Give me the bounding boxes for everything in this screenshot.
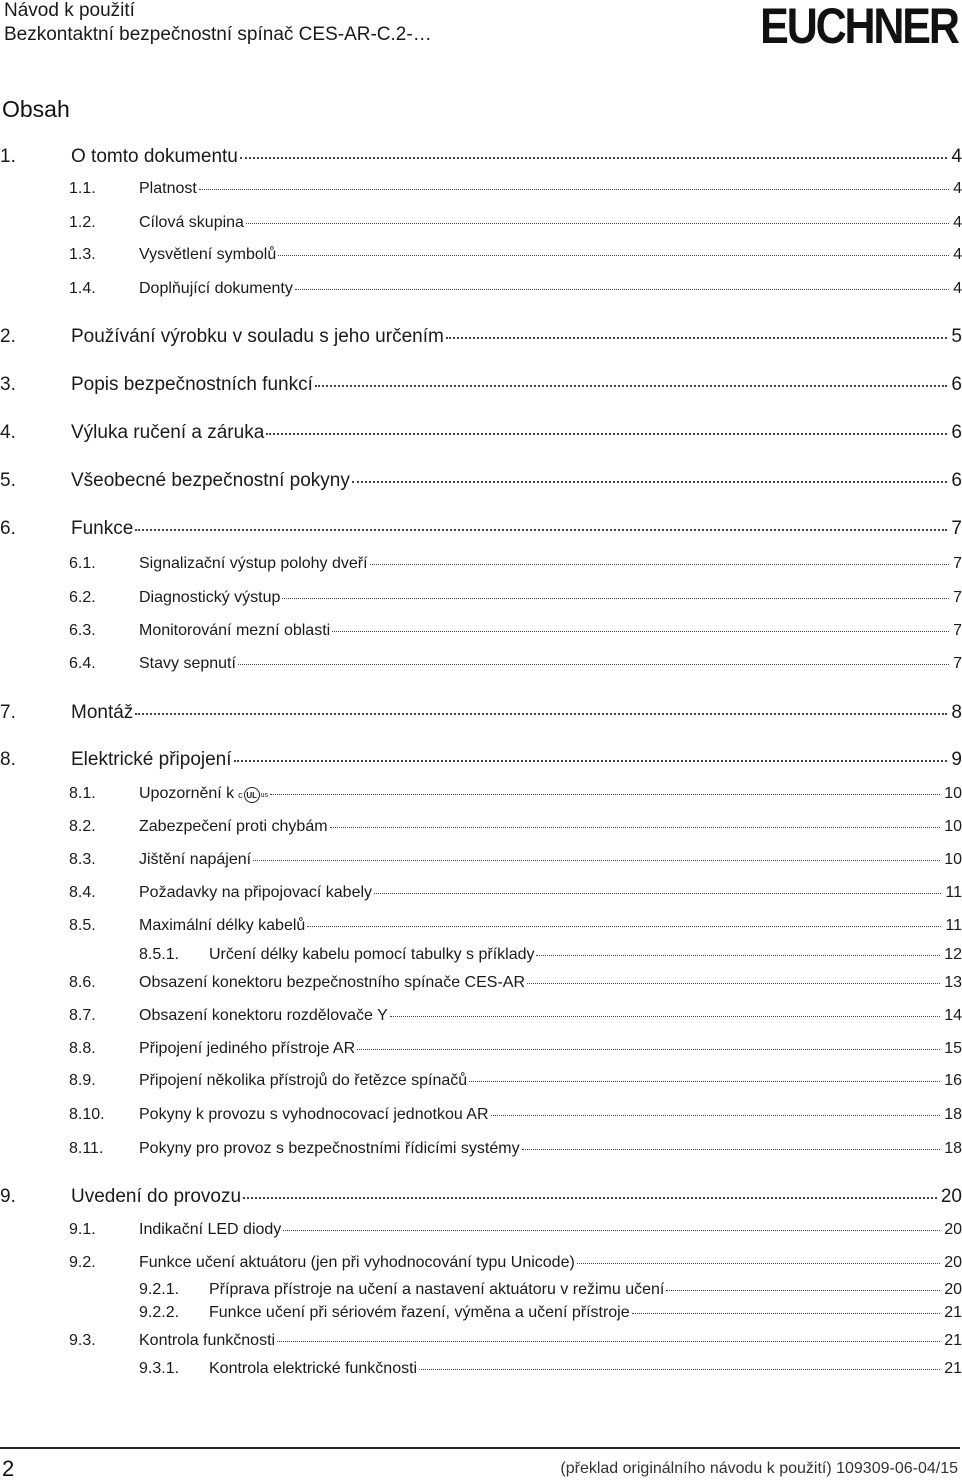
- toc-dot-leader: [135, 529, 947, 531]
- toc-entry-page: 4: [953, 214, 962, 231]
- toc-entry-number: 8.7.: [69, 1007, 96, 1024]
- toc-entry-number: 8.2.: [69, 818, 96, 835]
- toc-entry-page: 20: [944, 1254, 962, 1271]
- toc-entry-number: 8.3.: [69, 851, 96, 868]
- toc-entry-label: Zabezpečení proti chybám: [139, 818, 328, 835]
- toc-entry-label: Signalizační výstup polohy dveří: [139, 555, 368, 572]
- toc-entry-number: 2.: [0, 326, 16, 347]
- toc-entry[interactable]: [69, 1106, 962, 1132]
- toc-dot-leader: [666, 1290, 940, 1291]
- toc-entry-page: 20: [944, 1281, 962, 1298]
- toc-entry[interactable]: [69, 1140, 962, 1166]
- toc-entry[interactable]: [69, 589, 962, 615]
- cul-c-label: c: [238, 790, 243, 800]
- toc-entry-page: 9: [951, 749, 962, 770]
- toc-dot-leader: [330, 827, 941, 828]
- toc-entry[interactable]: [69, 974, 962, 1000]
- toc-entry-page: 20: [940, 1186, 962, 1207]
- toc-entry[interactable]: [69, 785, 962, 811]
- toc-entry-number: 9.3.: [69, 1332, 96, 1349]
- toc-entry-label: Obsazení konektoru rozdělovače Y: [139, 1007, 388, 1024]
- toc-entry-label: Doplňující dokumenty: [139, 280, 293, 297]
- toc-entry-page: 11: [945, 917, 962, 934]
- toc-entry-number: 1.2.: [69, 214, 96, 231]
- toc-entry[interactable]: [139, 946, 962, 972]
- toc-entry-label: Obsazení konektoru bezpečnostního spínače CES-AR: [139, 974, 525, 991]
- toc-entry[interactable]: [69, 1254, 962, 1280]
- toc-dot-leader: [315, 385, 948, 387]
- toc-entry-page: 18: [944, 1140, 962, 1157]
- toc-entry-page: 6: [951, 470, 962, 491]
- toc-title: Obsah: [2, 96, 70, 122]
- toc-dot-leader: [295, 289, 949, 290]
- toc-entry-page: 12: [944, 946, 962, 963]
- toc-entry-number: 9.: [0, 1186, 16, 1207]
- toc-dot-leader: [374, 893, 941, 894]
- toc-entry-number: 6.4.: [69, 655, 96, 672]
- toc-entry[interactable]: [0, 518, 962, 544]
- toc-entry-number: 1.4.: [69, 280, 96, 297]
- toc-entry-page: 7: [951, 518, 962, 539]
- toc-dot-leader: [370, 564, 950, 565]
- toc-entry-label: Stavy sepnutí: [139, 655, 236, 672]
- toc-dot-leader: [240, 157, 948, 159]
- toc-dot-leader: [234, 760, 948, 762]
- toc-entry[interactable]: [69, 555, 962, 581]
- toc-entry-number: 8.5.1.: [139, 946, 180, 963]
- toc-entry-number: 8.5.: [69, 917, 96, 934]
- toc-entry-number: 1.3.: [69, 246, 96, 263]
- toc-entry-page: 13: [944, 974, 962, 991]
- toc-entry-number: 8.11.: [69, 1140, 104, 1157]
- toc-entry-label: Cílová skupina: [139, 214, 244, 231]
- toc-dot-leader: [246, 223, 949, 224]
- toc-entry[interactable]: [139, 1360, 962, 1386]
- toc-dot-leader: [632, 1313, 941, 1314]
- toc-entry[interactable]: [0, 702, 962, 728]
- toc-dot-leader: [199, 189, 949, 190]
- toc-entry-page: 7: [953, 555, 962, 572]
- toc-entry-label: Připojení několika přístrojů do řetězce spínačů: [139, 1072, 468, 1089]
- toc-entry-label: Uvedení do provozu: [71, 1186, 242, 1207]
- toc-entry-number: 8.4.: [69, 884, 96, 901]
- toc-entry-number: 4.: [0, 422, 16, 443]
- toc-entry-page: 15: [944, 1040, 962, 1057]
- toc-entry[interactable]: [69, 622, 962, 648]
- toc-entry[interactable]: [69, 214, 962, 240]
- toc-entry-number: 5.: [0, 470, 16, 491]
- toc-dot-leader: [469, 1081, 940, 1082]
- toc-dot-leader: [283, 1230, 940, 1231]
- toc-entry[interactable]: [0, 374, 962, 400]
- toc-entry-label: Požadavky na připojovací kabely: [139, 884, 373, 901]
- footer-divider: [0, 1447, 960, 1449]
- toc-entry-page: 21: [944, 1304, 962, 1321]
- toc-entry-label: Montáž: [71, 702, 134, 723]
- toc-dot-leader: [278, 255, 949, 256]
- toc-dot-leader: [332, 631, 949, 632]
- toc-dot-leader: [390, 1016, 940, 1017]
- toc-entry-page: 6: [951, 422, 962, 443]
- toc-dot-leader: [270, 794, 940, 795]
- toc-dot-leader: [307, 926, 941, 927]
- toc-entry-page: 4: [953, 246, 962, 263]
- toc-entry-page: 20: [944, 1221, 962, 1238]
- toc-entry-label: Funkce učení při sériovém řazení, výměna a učení přístroje: [209, 1304, 630, 1321]
- toc-entry-label: Platnost: [139, 180, 197, 197]
- toc-entry-label: Funkce: [71, 518, 134, 539]
- toc-dot-leader: [491, 1115, 941, 1116]
- toc-dot-leader: [243, 1197, 937, 1199]
- toc-entry-number: 8.10.: [69, 1106, 105, 1123]
- toc-entry-number: 3.: [0, 374, 16, 395]
- toc-entry-label: Kontrola funkčnosti: [139, 1332, 276, 1349]
- toc-dot-leader: [253, 860, 940, 861]
- toc-entry-label: Upozornění k: [139, 785, 235, 802]
- toc-entry-page: 11: [945, 884, 962, 901]
- toc-entry[interactable]: [69, 180, 962, 206]
- toc-entry-number: 9.2.2.: [139, 1304, 180, 1321]
- toc-dot-leader: [277, 1341, 940, 1342]
- toc-entry-label: Používání výrobku v souladu s jeho určením: [71, 326, 444, 347]
- toc-entry-label: Elektrické připojení: [71, 749, 232, 770]
- toc-entry[interactable]: [69, 655, 962, 681]
- cul-us-label: us: [260, 791, 269, 799]
- document-subtitle: Bezkontaktní bezpečnostní spínač CES-AR-C.2-…: [4, 24, 432, 45]
- ul-circle-label: UL: [244, 787, 260, 803]
- toc-dot-leader: [527, 983, 940, 984]
- toc-dot-leader: [357, 1049, 940, 1050]
- toc-entry-number: 1.1.: [69, 180, 96, 197]
- toc-entry-page: 5: [951, 326, 962, 347]
- document-title: Návod k použití: [4, 0, 135, 21]
- footer-note: (překlad originálního návodu k použití) 109309-06-04/15: [560, 1460, 958, 1477]
- toc-entry-page: 16: [944, 1072, 962, 1089]
- toc-entry-label: Příprava přístroje na učení a nastavení aktuátoru v režimu učení: [209, 1281, 665, 1298]
- page-number: 2: [2, 1456, 15, 1481]
- toc-entry-number: 6.: [0, 518, 16, 539]
- toc-entry[interactable]: [0, 146, 962, 172]
- toc-entry-number: 8.: [0, 749, 16, 770]
- toc-entry-label: Výluka ručení a záruka: [71, 422, 265, 443]
- cul-us-certification-icon: [238, 787, 268, 803]
- toc-entry-page: 4: [951, 146, 962, 167]
- toc-entry[interactable]: [69, 1040, 962, 1066]
- toc-entry-page: 6: [951, 374, 962, 395]
- toc-entry-page: 7: [953, 622, 962, 639]
- toc-entry-number: 1.: [0, 146, 16, 167]
- toc-entry-page: 8: [951, 702, 962, 723]
- toc-entry[interactable]: [69, 1221, 962, 1247]
- toc-entry-label: Pokyny k provozu s vyhodnocovací jednotkou AR: [139, 1106, 489, 1123]
- toc-entry-page: 14: [944, 1007, 962, 1024]
- toc-entry-label: Vysvětlení symbolů: [139, 246, 277, 263]
- toc-entry[interactable]: [0, 470, 962, 496]
- toc-entry[interactable]: [139, 1304, 962, 1330]
- toc-entry-page: 10: [944, 851, 962, 868]
- toc-entry-number: 9.1.: [69, 1221, 96, 1238]
- toc-entry-number: 8.8.: [69, 1040, 96, 1057]
- toc-entry-label: Určení délky kabelu pomocí tabulky s příklady: [209, 946, 535, 963]
- toc-entry[interactable]: [69, 280, 962, 306]
- toc-dot-leader: [522, 1149, 941, 1150]
- toc-entry-number: 9.3.1.: [139, 1360, 180, 1377]
- toc-entry-label: Funkce učení aktuátoru (jen při vyhodnocování typu Unicode): [139, 1254, 575, 1271]
- toc-entry-number: 6.2.: [69, 589, 96, 606]
- toc-entry-page: 10: [944, 785, 962, 802]
- toc-entry[interactable]: [69, 246, 962, 272]
- page-header: [0, 0, 960, 60]
- toc-dot-leader: [135, 713, 947, 715]
- toc-entry-label: Diagnostický výstup: [139, 589, 281, 606]
- toc-entry-page: 7: [953, 589, 962, 606]
- toc-dot-leader: [352, 481, 948, 483]
- toc-entry[interactable]: [0, 1186, 962, 1212]
- toc-entry-page: 10: [944, 818, 962, 835]
- toc-entry[interactable]: [69, 851, 962, 877]
- toc-entry-label: Kontrola elektrické funkčnosti: [209, 1360, 418, 1377]
- toc-entry[interactable]: [69, 818, 962, 844]
- toc-dot-leader: [419, 1369, 940, 1370]
- toc-dot-leader: [577, 1263, 940, 1264]
- toc-entry-number: 9.2.1.: [139, 1281, 180, 1298]
- toc-entry[interactable]: [0, 749, 962, 775]
- toc-dot-leader: [446, 337, 948, 339]
- euchner-logo: EUCHNER: [760, 0, 958, 54]
- toc-entry-number: 7.: [0, 702, 16, 723]
- toc-entry-page: 4: [953, 180, 962, 197]
- toc-entry[interactable]: [69, 884, 962, 910]
- toc-entry-page: 21: [944, 1360, 962, 1377]
- toc-entry[interactable]: [69, 1007, 962, 1033]
- toc-entry[interactable]: [0, 422, 962, 448]
- toc-dot-leader: [536, 955, 940, 956]
- toc-dot-leader: [266, 433, 947, 435]
- toc-entry-label: Připojení jediného přístroje AR: [139, 1040, 356, 1057]
- toc-entry-label: Pokyny pro provoz s bezpečnostními řídicími systémy: [139, 1140, 520, 1157]
- toc-entry-page: 21: [944, 1332, 962, 1349]
- toc-entry[interactable]: [69, 917, 962, 943]
- toc-entry-number: 6.3.: [69, 622, 96, 639]
- toc-entry-number: 8.1.: [69, 785, 96, 802]
- toc-dot-leader: [238, 664, 949, 665]
- toc-entry-label: Všeobecné bezpečnostní pokyny: [71, 470, 350, 491]
- toc-entry-label: Maximální délky kabelů: [139, 917, 306, 934]
- toc-entry-number: 9.2.: [69, 1254, 96, 1271]
- toc-entry[interactable]: [69, 1332, 962, 1358]
- toc-entry-page: 4: [953, 280, 962, 297]
- toc-entry-page: 7: [953, 655, 962, 672]
- toc-entry-label: Jištění napájení: [139, 851, 252, 868]
- toc-entry-label: Monitorování mezní oblasti: [139, 622, 331, 639]
- toc-entry-label: O tomto dokumentu: [71, 146, 238, 167]
- toc-dot-leader: [282, 598, 949, 599]
- toc-entry[interactable]: [69, 1072, 962, 1098]
- toc-entry-number: 8.6.: [69, 974, 96, 991]
- toc-entry-page: 18: [944, 1106, 962, 1123]
- toc-entry[interactable]: [0, 326, 962, 352]
- toc-entry-label: Popis bezpečnostních funkcí: [71, 374, 313, 395]
- toc-entry-number: 6.1.: [69, 555, 96, 572]
- toc-entry-number: 8.9.: [69, 1072, 96, 1089]
- toc-entry-label: Indikační LED diody: [139, 1221, 282, 1238]
